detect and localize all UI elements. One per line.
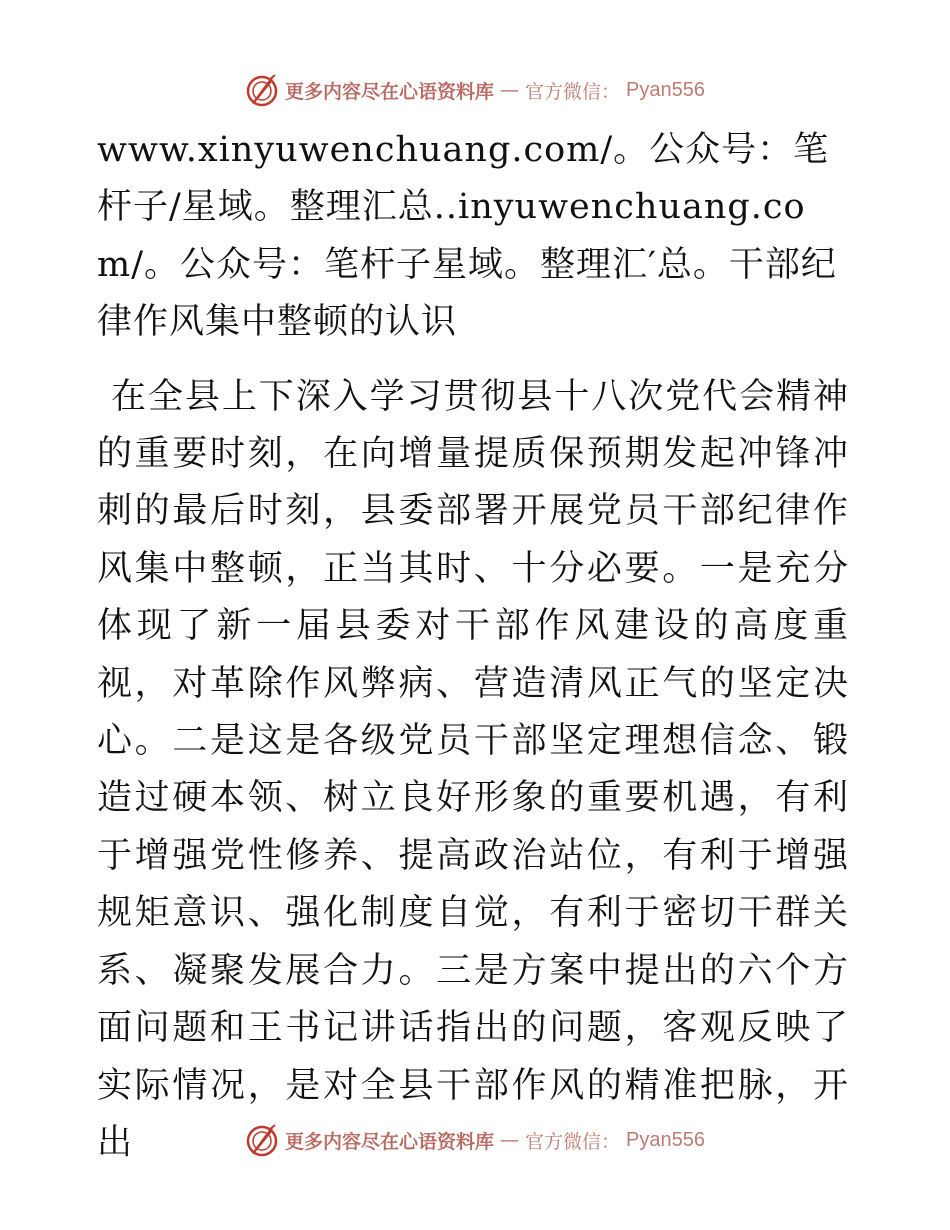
banner-title: 更多内容尽在心语资料库 <box>285 80 495 103</box>
header-banner <box>0 70 950 110</box>
document-body <box>97 122 849 1172</box>
banner-title: 更多内容尽在心语资料库 <box>285 1130 495 1153</box>
banner-wechat-id: Pyan556 <box>626 78 705 101</box>
banner-wechat-label: 官方微信： <box>525 1130 621 1153</box>
banner-separator: — <box>500 1129 520 1151</box>
footer-banner <box>0 1120 950 1160</box>
quill-pen-seal-icon <box>245 73 279 107</box>
banner-wechat-id: Pyan556 <box>626 1128 705 1151</box>
body-paragraph: 在全县上下深入学习贯彻县十八次党代会精神的重要时刻，在向增量提质保预期发起冲锋冲刺的最后时刻，县委部署开展党员干部纪律作风集中整顿，正当其时、十分必要。一是充分体现了新一届县委对干部作风建设的高度重视，对革除作风弊病、营造清风正气的坚定决心。二是这是各级党员干部坚定理想信念、锻造过硬本领、树立良好形象的重要机遇，有利于增强党性修养、提高政治站位，有利于增强规矩意识、强化制度自觉，有利于密切干群关系、凝聚发展合力。三是方案中提出的六个方面问题和王书记讲话指出的问题，客观反映了实际情况，是对全县干部作风的精准把脉，开出 <box>97 376 849 1163</box>
intro-paragraph: www.xinyuwenchuang.com/。公众号：笔杆子/星域。整理汇总..inyuwenchuang.com/。公众号：笔杆子星域。整理汇′总。干部纪律作风集中整顿的认识 <box>97 130 837 343</box>
banner-wechat-label: 官方微信： <box>525 80 621 103</box>
quill-pen-seal-icon <box>245 1123 279 1157</box>
banner-separator: — <box>500 79 520 101</box>
